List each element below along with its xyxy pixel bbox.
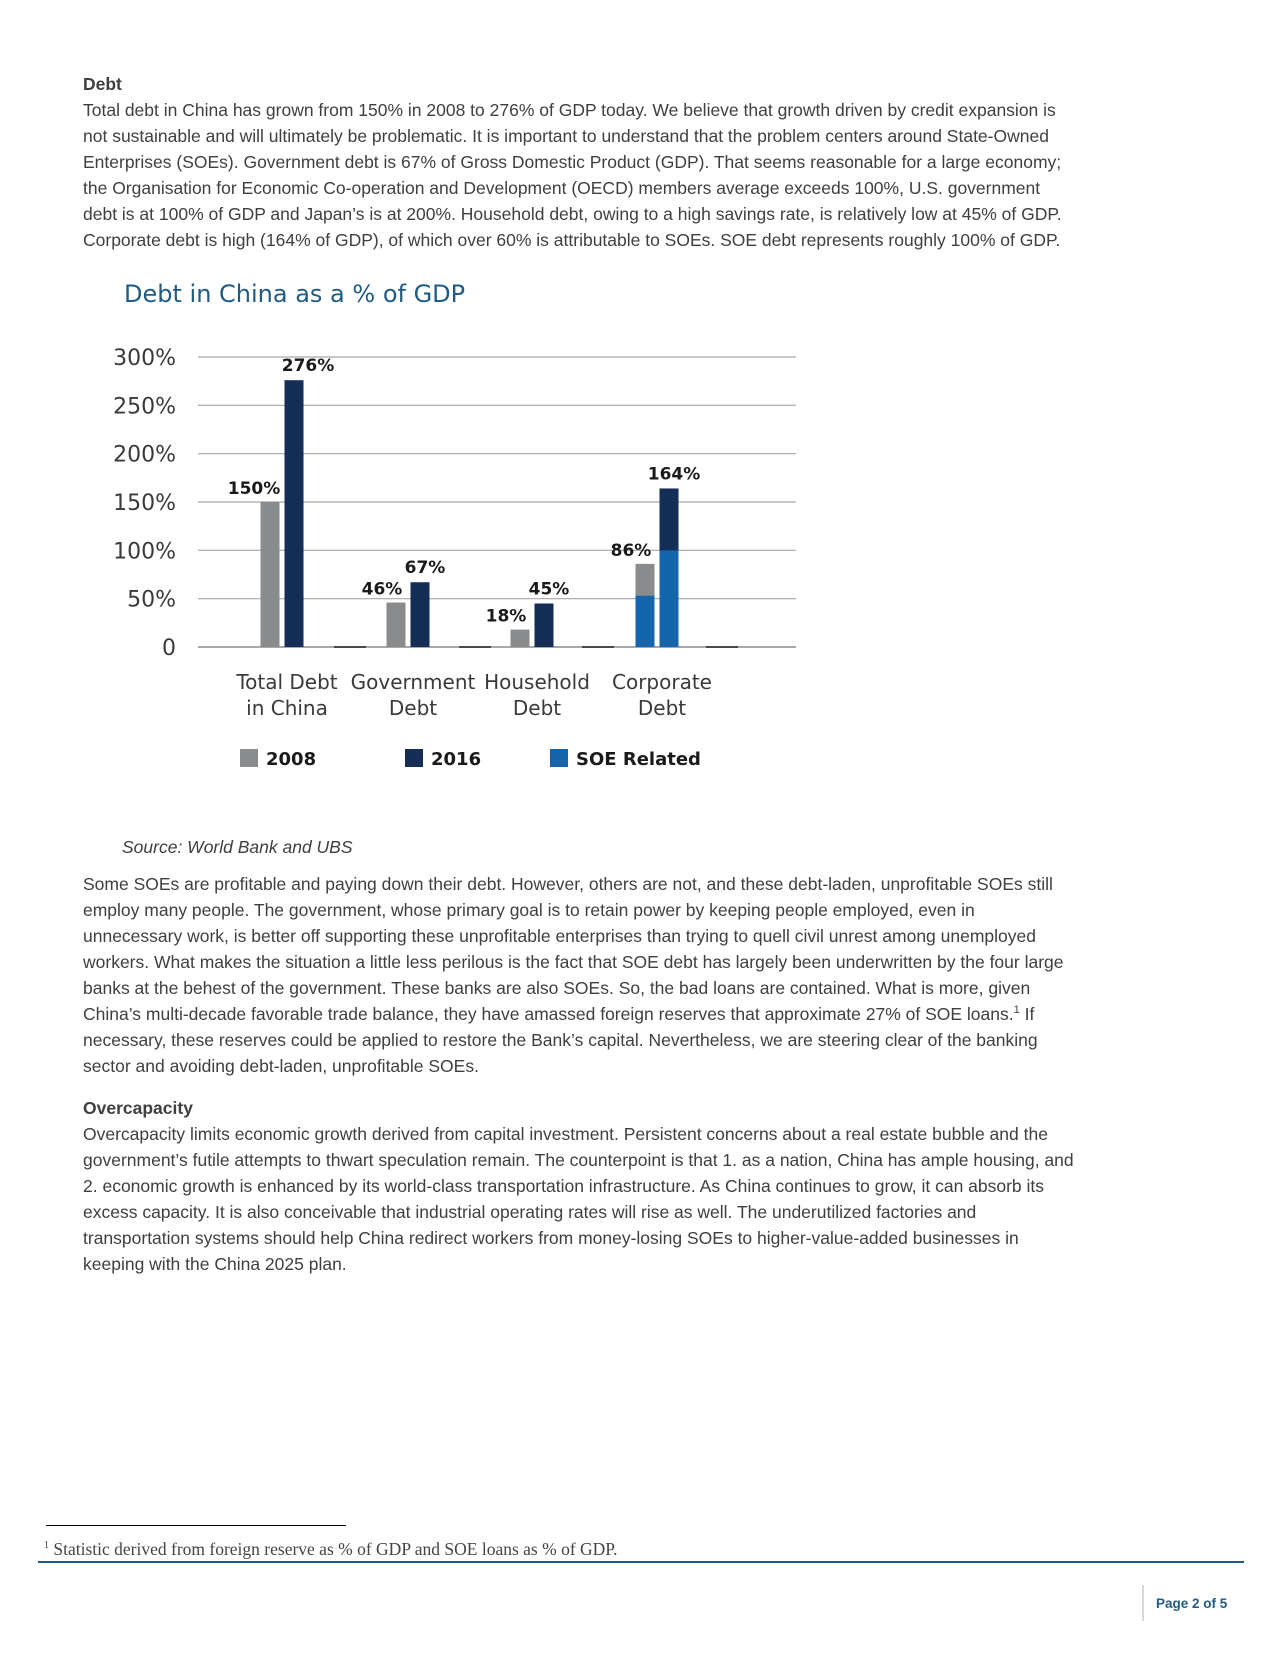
text-line: sector and avoiding debt-laden, unprofitable SOEs. [83,1056,479,1076]
text-line: unnecessary work, is better off supporting these unprofitable enterprises than trying to quell civil unrest among unemployed [83,926,1036,946]
bar-soe-2016 [660,550,679,647]
data-label-2016: 67% [404,558,446,579]
y-tick-label: 50% [127,587,176,613]
x-category-label: Debt [637,696,687,720]
footer-divider [1142,1585,1144,1621]
legend-swatch [240,749,258,767]
chart-title: Debt in China as a % of GDP [124,280,466,308]
text-line: government’s futile attempts to thwart speculation remain. The counterpoint is that 1. as a nation, China has ample housing, and [83,1150,1074,1170]
soe-paragraph [83,871,1213,1079]
text-line: 2. economic growth is enhanced by its world-class transportation infrastructure. As China continues to grow, it can absorb its [83,1176,1045,1196]
x-category-label: Corporate [612,670,712,694]
y-tick-label: 150% [113,491,176,516]
text-line-tail: If [1019,1004,1035,1024]
bar-2016 [535,604,554,648]
x-category-label: Debt [512,696,562,720]
bar-2008 [261,502,280,647]
x-category-label: Debt [388,696,438,720]
footer-rule [38,1561,1244,1563]
section-heading-debt: Debt [83,74,122,94]
bar-soe-2008 [636,596,655,647]
data-label-2008: 46% [361,579,403,600]
text-line: keeping with the China 2025 plan. [83,1254,347,1274]
text-line: Some SOEs are profitable and paying down their debt. However, others are not, and these debt-laden, unprofitable SOEs still [83,874,1053,894]
footnote-text: Statistic derived from foreign reserve as % of GDP and SOE loans as % of GDP. [49,1539,618,1559]
text-line: debt is at 100% of GDP and Japan’s is at 200%. Household debt, owing to a high savings rate, is relatively low at 45% of GDP. [83,204,1062,224]
legend-label: 2008 [266,749,317,770]
text-line: banks at the behest of the government. These banks are also SOEs. So, the bad loans are contained. What is more, given [83,978,1031,998]
y-tick-label: 200% [113,442,176,468]
legend-label: SOE Related [576,749,701,770]
text-line: the Organisation for Economic Co-operation and Development (OECD) members average exceeds 100%, U.S. government [83,178,1041,198]
footnote-ref: 1 [1013,1004,1020,1017]
legend-label: 2016 [431,749,482,770]
text-line: excess capacity. It is also conceivable that industrial operating rates will rise as well. The underutilized factories and [83,1202,977,1222]
text-line: employ many people. The government, whose primary goal is to retain power by keeping people employed, even in [83,900,975,920]
y-tick-label: 250% [113,394,176,420]
text-line: workers. What makes the situation a little less perilous is the fact that SOE debt has largely been underwritten by the four large [83,952,1064,972]
debt-paragraph [83,97,1213,253]
data-label-2008: 150% [227,479,281,499]
data-label-2016: 164% [647,464,701,485]
data-label-2016: 276% [281,356,335,377]
text-line: transportation systems should help China redirect workers from money-losing SOEs to higher-value-added businesses in [83,1228,1019,1248]
x-category-label: Household [484,670,590,694]
bar-2008 [387,603,406,647]
overcapacity-paragraph [83,1121,1213,1277]
bar-2016 [411,582,430,647]
x-category-label: Total Debt [236,670,338,694]
footnote-marker: 1 [44,1540,49,1552]
footnote-rule [46,1525,346,1526]
bar-2016 [285,380,304,647]
y-tick-label: 300% [113,346,176,371]
debt-chart [110,275,830,815]
y-tick-label: 100% [113,539,176,565]
legend-swatch [405,749,423,767]
y-tick-label: 0 [162,636,176,661]
text-line: Total debt in China has grown from 150% in 2008 to 276% of GDP today. We believe that growth driven by credit expansion is [83,100,1056,120]
text-line: China’s multi-decade favorable trade balance, they have amassed foreign reserves that approximate 27% of SOE loans. [83,1004,1014,1024]
legend-swatch [550,749,568,767]
text-line: necessary, these reserves could be applied to restore the Bank’s capital. Nevertheless, we are steering clear of the banking [83,1030,1038,1050]
text-line: Overcapacity limits economic growth derived from capital investment. Persistent concerns about a real estate bubble and the [83,1124,1048,1144]
data-label-2008: 18% [485,606,527,627]
chart-source: Source: World Bank and UBS [122,837,353,857]
section-heading-overcapacity: Overcapacity [83,1098,193,1118]
page-number: Page 2 of 5 [1156,1596,1228,1611]
text-line: not sustainable and will ultimately be problematic. It is important to understand that the problem centers around State-Owned [83,126,1049,146]
text-line: Enterprises (SOEs). Government debt is 67% of Gross Domestic Product (GDP). That seems reasonable for a large economy; [83,152,1062,172]
text-line: Corporate debt is high (164% of GDP), of which over 60% is attributable to SOEs. SOE debt represents roughly 100% of GDP. [83,230,1061,250]
footnote [44,1539,617,1560]
data-label-2016: 45% [528,579,570,600]
bar-2008 [511,630,530,647]
x-category-label: in China [246,696,328,720]
x-category-label: Government [350,670,476,694]
data-label-2008: 86% [610,540,652,561]
